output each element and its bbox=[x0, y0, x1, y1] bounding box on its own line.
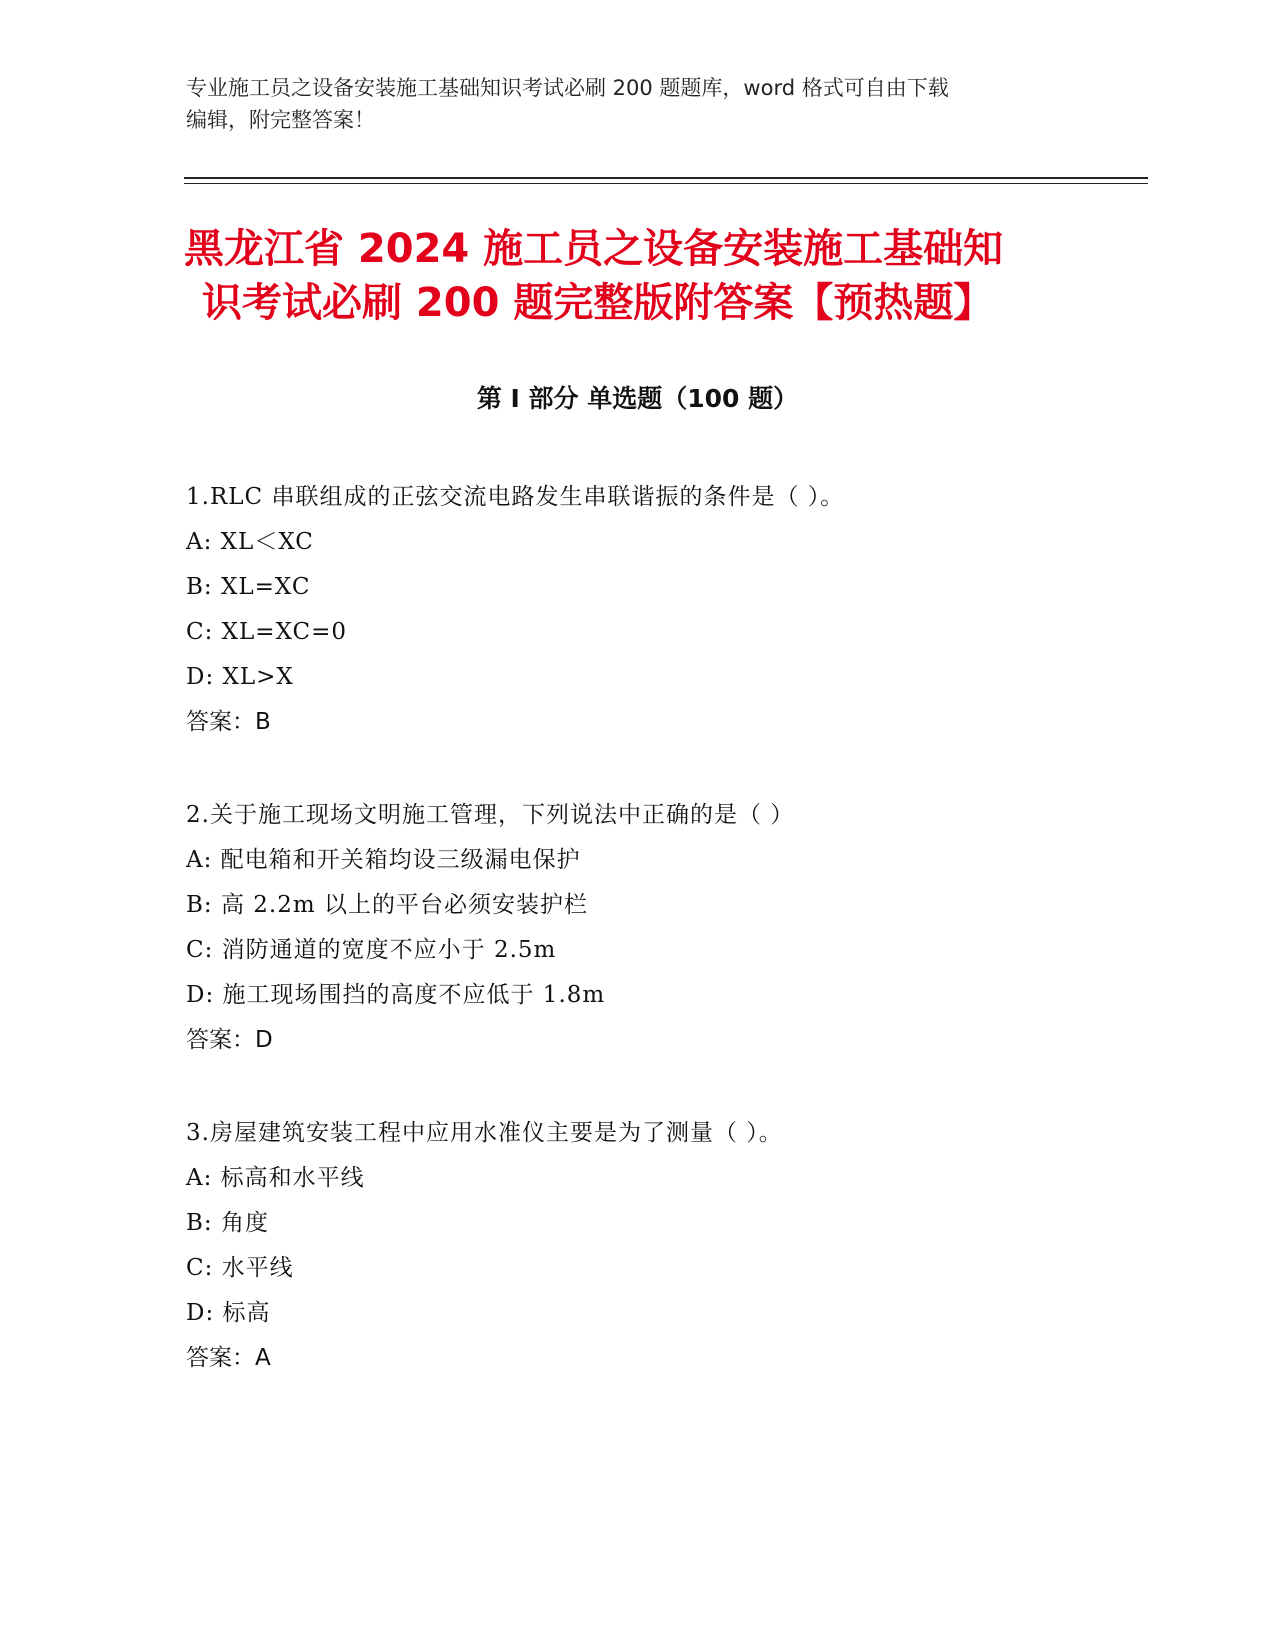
option-c: C: 消防通道的宽度不应小于 2.5m bbox=[186, 937, 557, 963]
option-b: B: 角度 bbox=[186, 1210, 269, 1236]
question-stem: 1.RLC 串联组成的正弦交流电路发生串联谐振的条件是（ ）。 bbox=[186, 484, 845, 510]
option-d: D: XL>X bbox=[186, 664, 294, 690]
question-3 bbox=[186, 1111, 1146, 1381]
option-a: A: 标高和水平线 bbox=[186, 1165, 365, 1191]
document-title bbox=[184, 222, 1094, 330]
option-c: C: 水平线 bbox=[186, 1255, 294, 1281]
question-list bbox=[186, 475, 1146, 1429]
document-title-line-2: 识考试必刷 200 题完整版附答案【预热题】 bbox=[202, 280, 994, 326]
option-d: D: 标高 bbox=[186, 1300, 271, 1326]
header-note-line-2: 编辑，附完整答案！ bbox=[186, 108, 375, 132]
document-title-line-1: 黑龙江省 2024 施工员之设备安装施工基础知 bbox=[184, 226, 1004, 272]
option-b: B: XL=XC bbox=[186, 574, 311, 600]
answer-line: 答案：D bbox=[186, 1027, 273, 1053]
question-stem: 3.房屋建筑安装工程中应用水准仪主要是为了测量（ ）。 bbox=[186, 1120, 783, 1146]
option-a: A: XL＜XC bbox=[186, 529, 314, 555]
option-d: D: 施工现场围挡的高度不应低于 1.8m bbox=[186, 982, 606, 1008]
question-stem: 2.关于施工现场文明施工管理，下列说法中正确的是（ ） bbox=[186, 802, 795, 828]
option-b: B: 高 2.2m 以上的平台必须安装护栏 bbox=[186, 892, 588, 918]
option-a: A: 配电箱和开关箱均设三级漏电保护 bbox=[186, 847, 581, 873]
option-c: C: XL=XC=0 bbox=[186, 619, 348, 645]
question-2 bbox=[186, 793, 1146, 1063]
question-1 bbox=[186, 475, 1146, 745]
section-heading: 第 I 部分 单选题（100 题） bbox=[476, 384, 799, 413]
header-note bbox=[186, 72, 1106, 136]
answer-line: 答案：A bbox=[186, 1345, 271, 1371]
header-note-line-1: 专业施工员之设备安装施工基础知识考试必刷 200 题题库，word 格式可自由下载 bbox=[186, 76, 949, 100]
header-divider-thin bbox=[184, 183, 1148, 184]
header-divider-thick bbox=[184, 177, 1148, 179]
answer-line: 答案：B bbox=[186, 709, 271, 735]
